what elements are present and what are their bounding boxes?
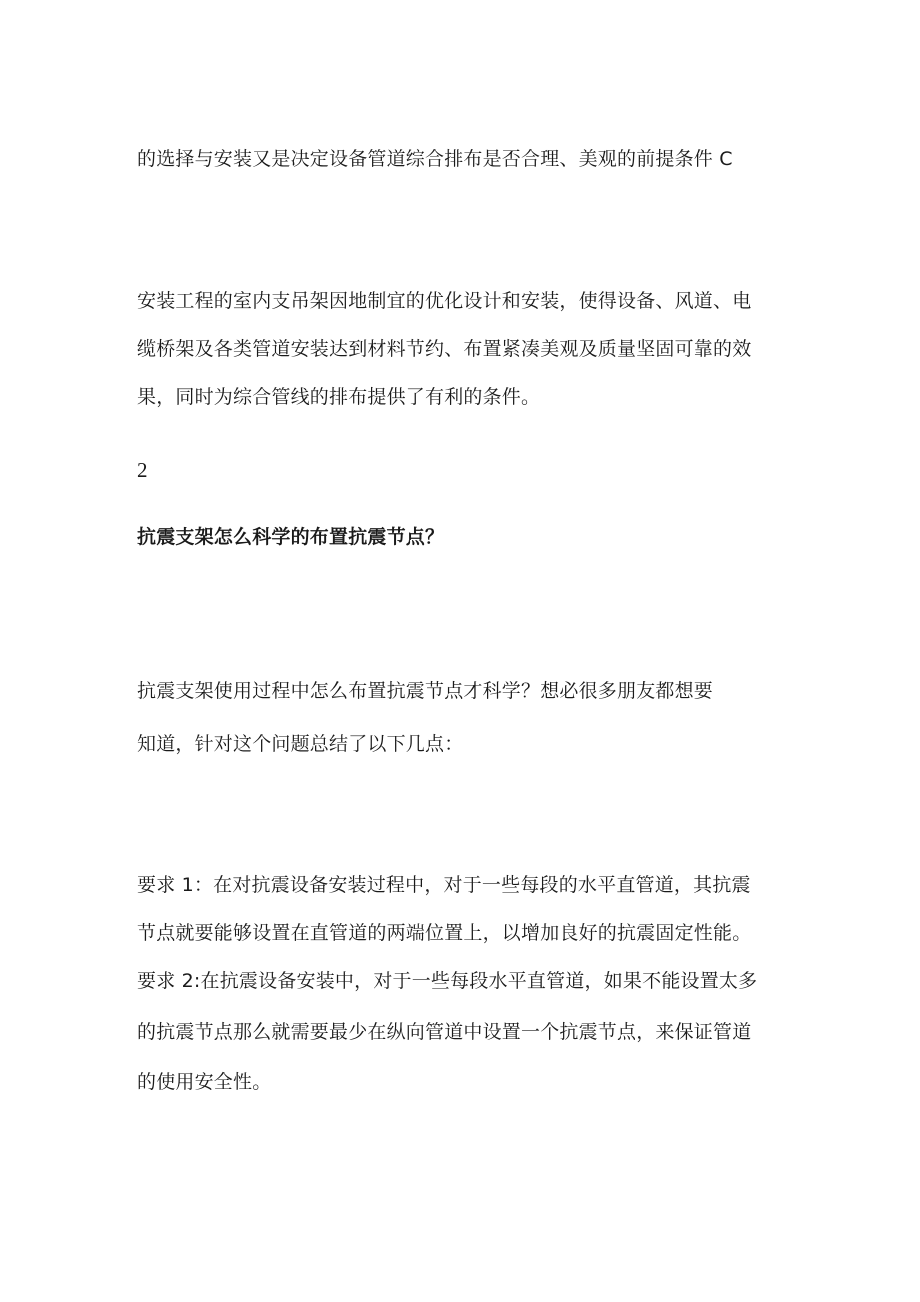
paragraph-3-line-1: 抗震支架使用过程中怎么布置抗震节点才科学？想必很多朋友都想要 (137, 680, 714, 702)
paragraph-2-line-3: 果，同时为综合管线的排布提供了有利的条件。 (137, 386, 541, 408)
paragraph-1-line-1: 的选择与安装又是决定设备管道综合排布是否合理、美观的前提条件 C (137, 148, 733, 170)
section-heading: 抗震支架怎么科学的布置抗震节点？ (137, 526, 445, 548)
paragraph-4-line-3: 要求 2:在抗震设备安装中，对于一些每段水平直管道，如果不能设置太多 (137, 970, 758, 992)
paragraph-4-line-1: 要求 1：在对抗震设备安装过程中，对于一些每段的水平直管道，其抗震 (137, 874, 751, 896)
paragraph-4-line-4: 的抗震节点那么就需要最少在纵向管道中设置一个抗震节点，来保证管道 (137, 1021, 752, 1043)
paragraph-2-line-2: 缆桥架及各类管道安装达到材料节约、布置紧凑美观及质量坚固可靠的效 (137, 338, 752, 360)
paragraph-4-line-2: 节点就要能够设置在直管道的两端位置上，以增加良好的抗震固定性能。 (137, 922, 752, 944)
section-number: 2 (137, 458, 148, 482)
paragraph-3-line-2: 知道，针对这个问题总结了以下几点： (137, 733, 464, 755)
paragraph-4-line-5: 的使用安全性。 (137, 1071, 272, 1093)
paragraph-2-line-1: 安装工程的室内支吊架因地制宜的优化设计和安装，使得设备、风道、电 (137, 290, 752, 312)
